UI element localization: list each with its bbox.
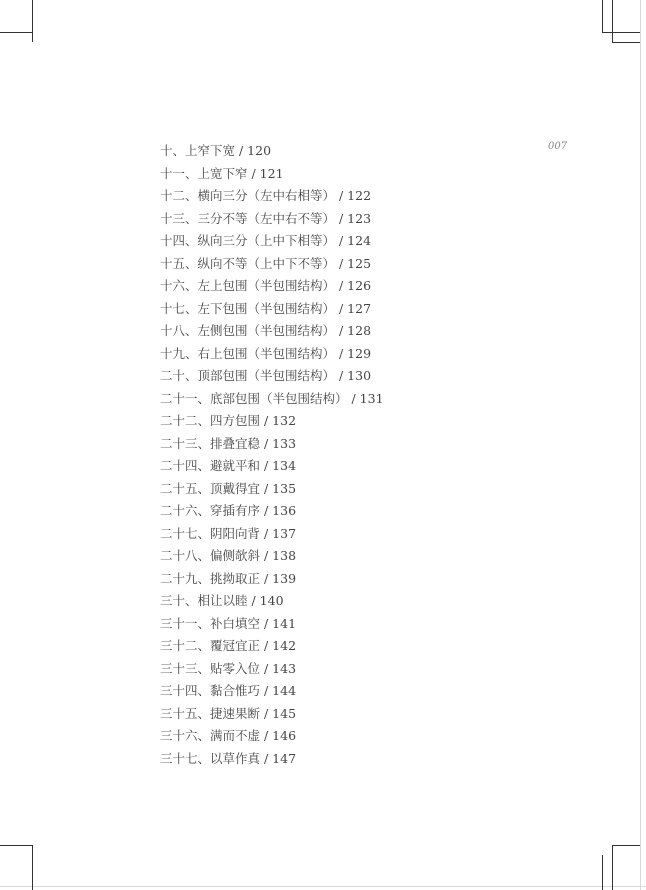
crop-mark-top-right-vertical-outer (602, 0, 603, 32)
toc-entry: 二十、顶部包围（半包围结构） / 130 (160, 368, 372, 383)
toc-entry: 三十三、贴零入位 / 143 (160, 660, 297, 676)
toc-entry: 二十三、排叠宜稳 / 133 (160, 435, 297, 451)
page-number: 007 (548, 141, 568, 152)
toc-entry: 三十六、满而不虚 / 146 (160, 728, 297, 743)
toc-entry: 三十、相让以睦 / 140 (160, 593, 284, 608)
toc-entry: 二十七、阴阳向背 / 137 (160, 525, 297, 541)
crop-mark-bottom-left-vertical (32, 845, 33, 890)
toc-entry: 二十二、四方包围 / 132 (160, 413, 297, 428)
toc-entry: 十六、左上包围（半包围结构） / 126 (160, 278, 372, 293)
toc-entry: 二十五、顶戴得宜 / 135 (160, 480, 297, 496)
crop-mark-top-left-horizontal (0, 32, 32, 33)
crop-mark-top-left-vertical (32, 0, 33, 42)
crop-mark-bottom-left-horizontal (0, 845, 32, 846)
table-of-contents (160, 140, 540, 770)
toc-entry: 十五、纵向不等（上中下不等） / 125 (160, 255, 372, 271)
toc-entry: 三十五、捷速果断 / 145 (160, 705, 297, 721)
crop-mark-bottom-right-horizontal (612, 845, 640, 846)
toc-entry: 二十四、避就平和 / 134 (160, 458, 297, 473)
crop-mark-top-right-horizontal-outer (602, 32, 640, 33)
page-edge-bottom (0, 886, 646, 887)
toc-entry: 三十七、以草作真 / 147 (160, 750, 297, 766)
toc-entry: 十四、纵向三分（上中下相等） / 124 (160, 233, 372, 248)
toc-entry: 二十六、穿插有序 / 136 (160, 503, 297, 518)
toc-entry: 十八、左侧包围（半包围结构） / 128 (160, 323, 372, 338)
crop-mark-top-right-vertical-inner (612, 0, 613, 42)
page-edge-right (640, 0, 641, 890)
toc-entry: 十九、右上包围（半包围结构） / 129 (160, 345, 372, 361)
toc-entry: 十二、横向三分（左中右相等） / 122 (160, 188, 372, 203)
crop-mark-bottom-right-vertical-inner (612, 845, 613, 890)
toc-entry: 十、上窄下宽 / 120 (160, 143, 272, 158)
toc-entry: 三十四、黏合惟巧 / 144 (160, 683, 297, 698)
crop-mark-top-right-horizontal-inner (612, 42, 640, 43)
toc-entry: 十七、左下包围（半包围结构） / 127 (160, 300, 372, 316)
toc-entry: 二十九、挑拗取正 / 139 (160, 570, 297, 586)
toc-entry: 二十八、偏侧欹斜 / 138 (160, 548, 297, 563)
toc-entry: 十三、三分不等（左中右不等） / 123 (160, 210, 372, 226)
crop-mark-bottom-right-vertical-outer (602, 855, 603, 890)
toc-entry: 十一、上宽下窄 / 121 (160, 165, 284, 181)
toc-entry: 三十一、补白填空 / 141 (160, 615, 297, 631)
toc-entry: 三十二、覆冠宜正 / 142 (160, 638, 297, 653)
toc-entry: 二十一、底部包围（半包围结构） / 131 (160, 390, 384, 406)
